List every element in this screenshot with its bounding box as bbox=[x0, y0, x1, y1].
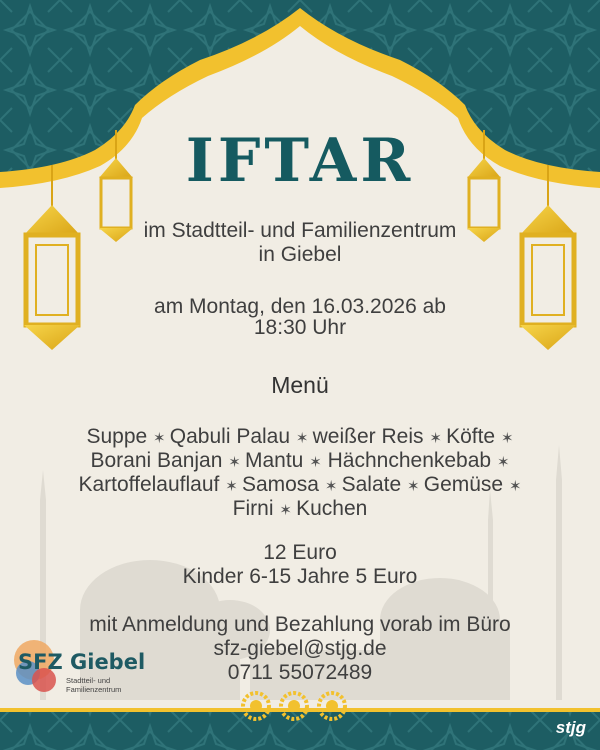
star-icon: ✶ bbox=[309, 454, 322, 471]
menu-item: weißer Reis bbox=[312, 425, 424, 448]
menu-line bbox=[0, 424, 600, 451]
star-icon: ✶ bbox=[508, 478, 522, 495]
location-line-2: in Giebel bbox=[258, 243, 342, 266]
star-icon: ✶ bbox=[228, 454, 245, 471]
star-icon: ✶ bbox=[324, 478, 342, 495]
menu-line bbox=[0, 472, 600, 499]
menu-item: Mantu bbox=[245, 449, 304, 472]
registration-note: mit Anmeldung und Bezahlung vorab im Büro bbox=[89, 613, 511, 636]
logo-name: SFZ Giebel bbox=[18, 650, 146, 674]
star-icon: ✶ bbox=[279, 502, 297, 519]
date-line-2: 18:30 Uhr bbox=[253, 316, 347, 339]
price-children: Kinder 6-15 Jahre 5 Euro bbox=[182, 565, 418, 588]
page-title: IFTAR bbox=[185, 126, 415, 196]
menu-item: Kuchen bbox=[296, 497, 368, 520]
menu-item: Borani Banjan bbox=[90, 449, 223, 472]
star-icon: ✶ bbox=[225, 478, 242, 495]
menu-item: Salate bbox=[341, 473, 402, 496]
star-icon: ✶ bbox=[406, 478, 424, 495]
footer-pattern bbox=[0, 712, 600, 750]
logo-subtitle-2: Familienzentrum bbox=[66, 685, 122, 694]
location-line-1: im Stadtteil- und Familienzentrum bbox=[143, 219, 457, 242]
star-icon: ✶ bbox=[496, 454, 510, 471]
menu-line bbox=[0, 448, 600, 475]
logo-subtitle-1: Stadtteil- und bbox=[66, 676, 111, 685]
menu-item: Samosa bbox=[241, 473, 319, 496]
menu-item: Hächnchenkebab bbox=[327, 449, 492, 472]
star-icon: ✶ bbox=[295, 430, 313, 447]
menu-item: Gemüse bbox=[423, 473, 504, 496]
star-icon: ✶ bbox=[500, 430, 514, 447]
menu-heading: Menü bbox=[271, 372, 329, 398]
date-line-1: am Montag, den 16.03.2026 ab bbox=[154, 295, 446, 318]
menu-item: Firni bbox=[232, 497, 274, 520]
star-icon: ✶ bbox=[429, 430, 447, 447]
sponsor-logo: stjg bbox=[555, 718, 586, 737]
star-icon: ✶ bbox=[153, 430, 170, 447]
price-adult: 12 Euro bbox=[263, 541, 337, 564]
menu-line bbox=[0, 496, 600, 523]
menu-item: Köfte bbox=[446, 425, 496, 448]
menu-item: Suppe bbox=[86, 425, 148, 448]
menu-item: Qabuli Palau bbox=[169, 425, 291, 448]
menu-item: Kartoffelauflauf bbox=[78, 473, 220, 496]
contact-phone: 0711 55072489 bbox=[227, 661, 373, 684]
contact-email: sfz-giebel@stjg.de bbox=[213, 637, 387, 660]
